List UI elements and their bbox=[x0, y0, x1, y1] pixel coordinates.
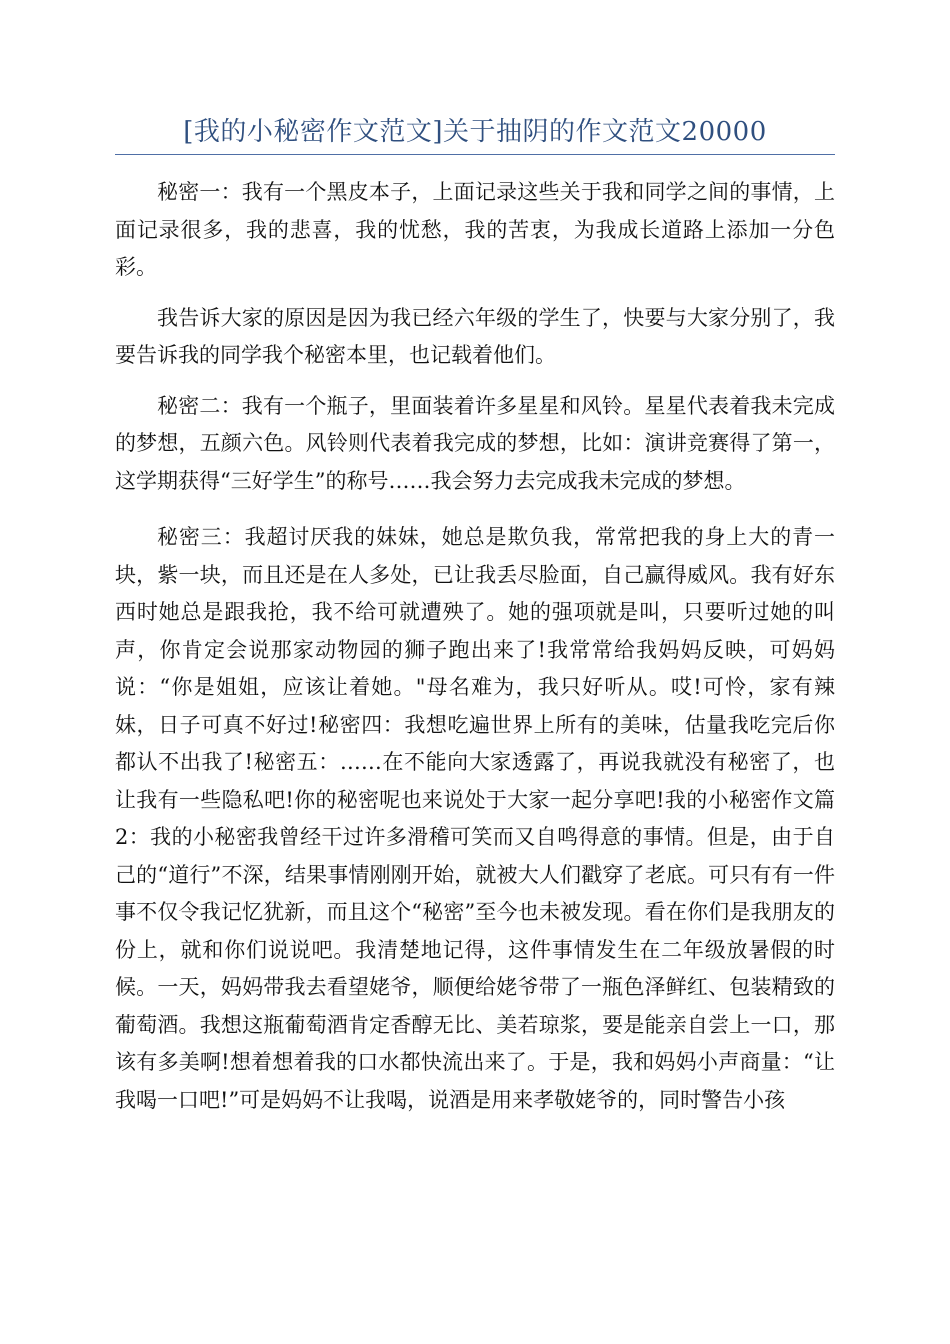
paragraph-secret-one: 秘密一：我有一个黑皮本子，上面记录这些关于我和同学之间的事情，上面记录很多，我的悲喜，我的忧愁，我的苦衷，为我成长道路上添加一分色彩。 bbox=[115, 180, 835, 279]
document-body bbox=[115, 174, 835, 1132]
paragraph-reason: 我告诉大家的原因是因为我已经六年级的学生了，快要与大家分别了，我要告诉我的同学我个秘密本里，也记载着他们。 bbox=[115, 305, 835, 367]
document-title: [我的小秘密作文范文]关于抽阴的作文范文20000 bbox=[183, 117, 767, 147]
paragraph-secret-two: 秘密二：我有一个瓶子，里面装着许多星星和风铃。星星代表着我未完成的梦想，五颜六色。风铃则代表着我完成的梦想，比如：演讲竞赛得了第一，这学期获得“三好学生”的称号……我会努力去完成我未完成的梦想。 bbox=[115, 393, 835, 493]
title-underline bbox=[115, 154, 835, 155]
paragraph-secret-three: 秘密三：我超讨厌我的妹妹，她总是欺负我，常常把我的身上大的青一块，紫一块，而且还是在人多处，已让我丢尽脸面，自己赢得威风。我有好东西时她总是跟我抢，我不给可就遭殃了。她的强项就是叫，只要听过她的叫声，你肯定会说那家动物园的狮子跑出来了!我常常给我妈妈反映，可妈妈说：“你是姐姐，应该让着她。"母名难为，我只好听从。哎!可怜，家有辣妹，日子可真不好过!秘密四：我想吃遍世界上所有的美味，估量我吃完后你都认不出我了!秘密五：……在不能向大家透露了，再说我就没有秘密了，也让我有一些隐私吧!你的秘密呢也来说处于大家一起分享吧!我的小秘密作文篇2：我的小秘密我曾经干过许多滑稽可笑而又自鸣得意的事情。但是，由于自己的“道行”不深，结果事情刚刚开始，就被大人们戳穿了老底。可只有有一件事不仅令我记忆犹新，而且这个“秘密”至今也未被发现。看在你们是我朋友的份上，就和你们说说吧。我清楚地记得，这件事情发生在二年级放暑假的时候。一天，妈妈带我去看望姥爷，顺便给姥爷带了一瓶色泽鲜红、包装精致的葡萄酒。我想这瓶葡萄酒肯定香醇无比、美若琼浆，要是能亲自尝上一口，那该有多美啊!想着想着我的口水都快流出来了。于是，我和妈妈小声商量：“让我喝一口吧!”可是妈妈不让我喝，说酒是用来孝敬姥爷的，同时警告小孩 bbox=[115, 525, 835, 1112]
